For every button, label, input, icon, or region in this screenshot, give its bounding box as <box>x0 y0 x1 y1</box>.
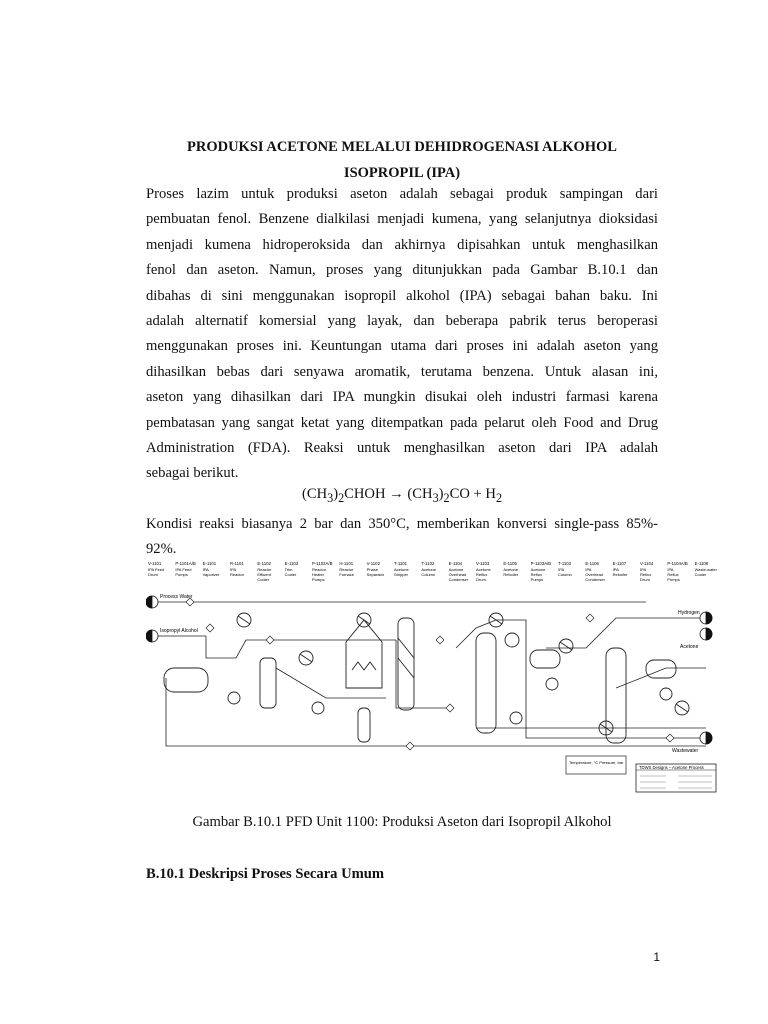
eq-part: CO + H <box>449 486 496 502</box>
stream-label-isopropyl-alcohol: Isopropyl Alcohol <box>160 628 198 634</box>
pfd-diagram <box>146 558 722 794</box>
eq-part: (CH <box>301 486 328 502</box>
equipment-name-label: Reactor Furnace <box>339 567 355 577</box>
stream-label-hydrogen: Hydrogen <box>678 610 700 616</box>
eq-part: (CH <box>407 486 433 502</box>
page-number: 1 <box>653 950 660 964</box>
equipment-name-label: IPA Reboiler <box>612 567 628 577</box>
intro-paragraph <box>146 182 658 487</box>
equipment-name-label: IPA Overhead Condenser <box>585 567 605 582</box>
equipment-id-label: E-1107 <box>612 561 627 566</box>
equipment-id-label: P-1104A/B <box>667 561 688 566</box>
equipment-id-label: T-1103 <box>558 561 572 566</box>
paragraph-line: sebagai berikut. <box>146 465 239 482</box>
equipment-name-label: Acetone Reflux Pumps <box>530 567 546 582</box>
equipment-name-label: Phase Separator <box>366 567 385 577</box>
eq-part: ) <box>438 486 444 502</box>
equipment-id-label: E-1106 <box>585 561 599 566</box>
equipment-id-label: V-1103 <box>476 561 490 566</box>
stream-label-wastewater: Wastewater <box>672 748 699 754</box>
equipment-name-label: IPA Feed Drum <box>148 567 165 577</box>
document-title-line-1: PRODUKSI ACETONE MELALUI DEHIDROGENASI ALKOHOL <box>187 139 617 155</box>
equipment-name-label: IPA Reflux Drum <box>640 567 652 582</box>
section-heading: B.10.1 Deskripsi Proses Secara Umum <box>146 866 385 882</box>
paragraph-line: 92%. <box>146 541 177 558</box>
equipment-id-label: T-1102 <box>421 561 435 566</box>
stream-label-process-water: Process Water <box>160 594 193 600</box>
eq-sub: 2 <box>338 490 345 505</box>
figure-caption: Gambar B.10.1 PFD Unit 1100: Produksi Aseton dari Isopropil Alkohol <box>192 814 612 830</box>
title-block-text: TDWS Designs – Acetone Process <box>639 765 704 770</box>
equipment-name-label: Acetone Reboiler <box>503 567 519 577</box>
eq-sub: 3 <box>327 490 334 505</box>
equipment-name-label: Acetone Stripper <box>394 567 409 577</box>
reaction-arrow-icon: → <box>389 486 404 502</box>
paragraph-line: aseton yang dihasilkan dari IPA mungkin disukai oleh industri farmasi karena <box>146 389 658 406</box>
equipment-name-label: IPA Feed Pumps <box>175 567 192 577</box>
paragraph-line: pembuatan fenol. Benzene dialkilasi menjadi kumena, yang selanjutnya dioksidasi <box>146 211 658 228</box>
eq-sub: 2 <box>495 490 503 505</box>
equipment-id-label: V-1101 <box>148 561 162 566</box>
reaction-equation <box>146 486 658 506</box>
eq-sub: 2 <box>443 490 450 505</box>
equipment-name-label: Reactor Heater Pumps <box>312 567 327 582</box>
equipment-id-label: P-1103A/B <box>530 561 552 566</box>
paragraph-line: dibahas di sini menggunakan isopropil alkohol (IPA) sebagai bahan baku. Ini <box>146 287 658 304</box>
equipment-name-label: Trim Cooler <box>284 567 297 577</box>
document-title-line-2: ISOPROPIL (IPA) <box>343 165 461 181</box>
equipment-name-label: Acetone Overhead Condenser <box>448 567 469 582</box>
eq-sub: 3 <box>432 490 439 505</box>
paragraph-line: pembatasan yang sangat ketat yang ditempatkan pada pelarut oleh Food and Drug <box>146 414 658 431</box>
equipment-id-label: E-1105 <box>503 561 517 566</box>
paragraph-line: dihasilkan bebas dari senyawa aromatik, terutama benzena. Untuk alasan ini, <box>146 363 658 380</box>
equipment-id-label: E-1104 <box>448 561 463 566</box>
equipment-id-label: H-1101 <box>339 561 354 566</box>
equipment-id-label: P-1101A/B <box>175 561 196 566</box>
equipment-id-label: T-1101 <box>394 561 408 566</box>
equipment-name-label: Reactor Effluent Cooler <box>257 567 272 582</box>
equipment-name-label: IPA Vaporizer <box>202 567 220 577</box>
paragraph-line: Kondisi reaksi biasanya 2 bar dan 350°C, memberikan konversi single-pass 85%- <box>146 516 658 532</box>
paragraph-line: menjadi kumena hidroperoksida dan akhirnya dipisahkan untuk menghasilkan <box>146 236 658 253</box>
paragraph-line: Administration (FDA). Reaksi untuk menghasilkan aseton dari IPA adalah <box>146 439 658 456</box>
equipment-name-label: IPA Column <box>558 567 572 577</box>
stream-label-acetone: Acetone <box>680 644 699 650</box>
equipment-name-label: Acetone Column <box>421 567 437 577</box>
paragraph-line: adalah alternatif komersial yang layak, dan beberapa pabrik terus beroperasi <box>146 312 658 329</box>
paragraph-line: Proses lazim untuk produksi aseton adalah sebagai produk sampingan dari <box>146 186 658 202</box>
tp-legend: Temperature, °C Pressure, bar <box>569 760 624 765</box>
equipment-name-label: Acetone Reflux Drum <box>476 567 491 582</box>
equipment-id-label: V-1102 <box>366 561 380 566</box>
equipment-id-label: R-1101 <box>230 561 244 566</box>
equipment-id-label: E-1103 <box>284 561 299 566</box>
equipment-id-label: E-1101 <box>202 561 217 566</box>
pfd-figure <box>146 558 722 794</box>
equipment-name-label: Waste-water Cooler <box>694 567 717 577</box>
equipment-name-label: IPA Reflux Pumps <box>667 567 680 582</box>
equipment-name-label: IPA Reactor <box>230 567 245 577</box>
paragraph-line: fenol dan aseton. Namun, proses yang ditunjukkan pada Gambar B.10.1 dan <box>146 262 658 279</box>
conditions-paragraph <box>146 512 658 563</box>
equipment-id-label: P-1102A/B <box>312 561 333 566</box>
equipment-id-label: E-1102 <box>257 561 271 566</box>
equipment-id-label: V-1104 <box>640 561 654 566</box>
equipment-id-label: E-1108 <box>694 561 709 566</box>
paragraph-line: menggunakan proses ini. Keuntungan utama dari proses ini adalah aseton yang <box>146 338 658 355</box>
eq-part: ) <box>333 486 339 502</box>
eq-part: CHOH <box>344 486 386 502</box>
